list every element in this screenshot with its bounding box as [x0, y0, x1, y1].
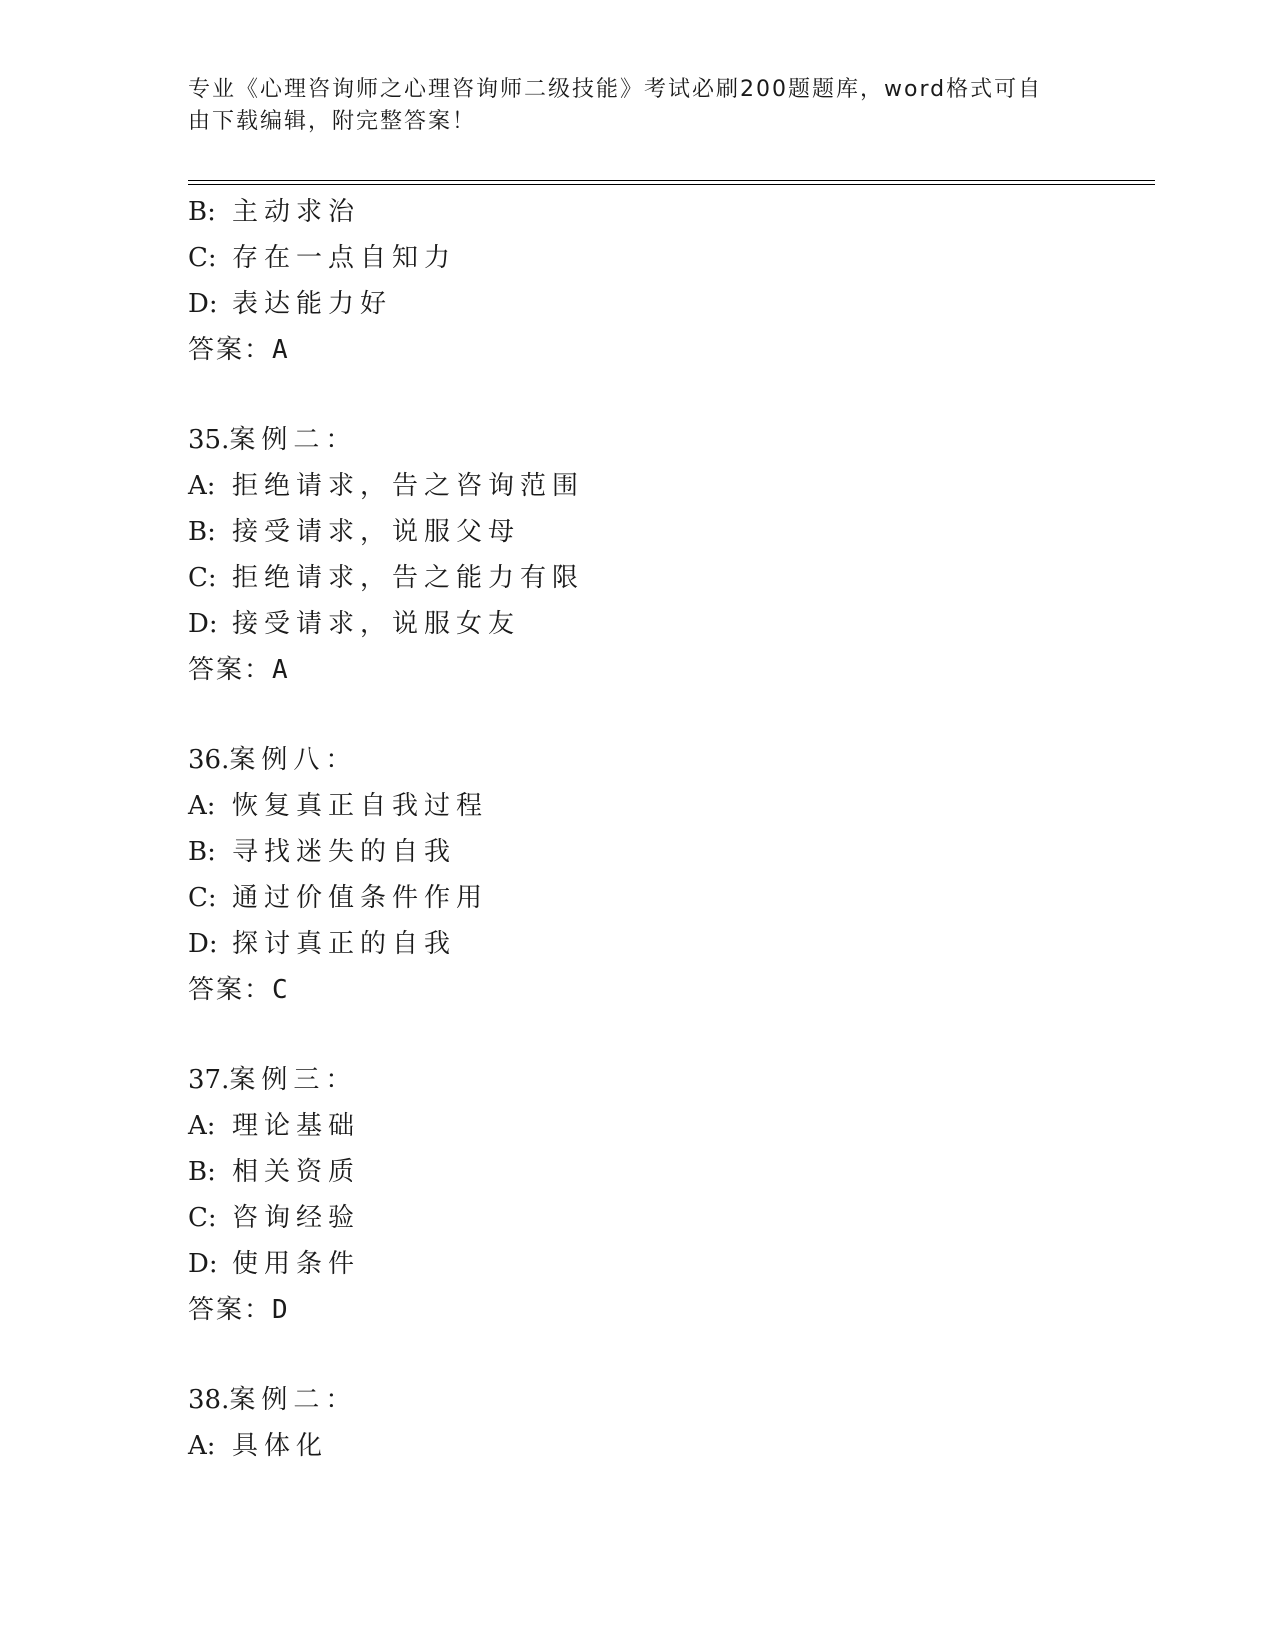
answer-label: 答案：	[188, 1295, 273, 1325]
option-label: C:	[188, 1203, 217, 1233]
option-a	[188, 1423, 1148, 1469]
option-label: A:	[188, 1431, 216, 1461]
option-text: 相关资质	[232, 1157, 361, 1187]
question-number: 35.	[188, 425, 230, 455]
answer-label: 答案：	[188, 655, 273, 685]
option-b	[188, 1149, 1148, 1195]
option-d	[188, 281, 1148, 327]
option-c	[188, 1195, 1148, 1241]
option-text: 拒绝请求，告之能力有限	[232, 563, 585, 593]
answer-value: A	[272, 335, 288, 365]
question-block-34	[188, 189, 1148, 373]
option-a	[188, 1103, 1148, 1149]
option-text: 恢复真正自我过程	[232, 791, 489, 821]
option-label: A:	[188, 471, 216, 501]
option-b	[188, 829, 1148, 875]
question-list	[188, 189, 1148, 1469]
option-c	[188, 875, 1148, 921]
header-line-1: 专业《心理咨询师之心理咨询师二级技能》考试必刷200题题库，word格式可自	[188, 77, 1043, 102]
question-title	[188, 417, 1148, 463]
option-label: A:	[188, 1111, 216, 1141]
question-block-36	[188, 737, 1148, 1013]
block-gap	[188, 1333, 1148, 1377]
option-text: 使用条件	[232, 1249, 361, 1279]
option-label: A:	[188, 791, 216, 821]
option-label: B:	[188, 1157, 216, 1187]
answer-line	[188, 1287, 1148, 1333]
option-text: 存在一点自知力	[232, 243, 457, 273]
option-d	[188, 1241, 1148, 1287]
document-header	[188, 74, 1088, 138]
answer-line	[188, 967, 1148, 1013]
option-d	[188, 921, 1148, 967]
answer-value: D	[272, 1295, 288, 1325]
header-line-2: 由下载编辑，附完整答案！	[188, 109, 477, 134]
option-label: D:	[188, 1249, 218, 1279]
option-text: 接受请求，说服父母	[232, 517, 521, 547]
option-label: D:	[188, 609, 218, 639]
question-title	[188, 1377, 1148, 1423]
option-label: D:	[188, 929, 218, 959]
question-text: 案例三：	[229, 1065, 358, 1095]
option-text: 表达能力好	[232, 289, 393, 319]
header-rule-bottom	[188, 184, 1155, 185]
answer-line	[188, 647, 1148, 693]
question-text: 案例二：	[229, 425, 358, 455]
option-label: B:	[188, 837, 216, 867]
option-b	[188, 189, 1148, 235]
question-number: 36.	[188, 745, 230, 775]
option-d	[188, 601, 1148, 647]
option-text: 理论基础	[232, 1111, 361, 1141]
option-label: B:	[188, 197, 216, 227]
question-block-38	[188, 1377, 1148, 1469]
question-title	[188, 737, 1148, 783]
option-text: 寻找迷失的自我	[232, 837, 457, 867]
block-gap	[188, 373, 1148, 417]
option-label: B:	[188, 517, 216, 547]
option-a	[188, 463, 1148, 509]
question-number: 37.	[188, 1065, 230, 1095]
option-label: C:	[188, 563, 217, 593]
option-text: 咨询经验	[232, 1203, 361, 1233]
option-c	[188, 235, 1148, 281]
option-text: 拒绝请求，告之咨询范围	[232, 471, 585, 501]
question-text: 案例八：	[229, 745, 358, 775]
option-text: 探讨真正的自我	[232, 929, 457, 959]
header-rule-top	[188, 180, 1155, 181]
answer-label: 答案：	[188, 335, 273, 365]
question-block-35	[188, 417, 1148, 693]
question-block-37	[188, 1057, 1148, 1333]
question-text: 案例二：	[229, 1385, 358, 1415]
answer-label: 答案：	[188, 975, 273, 1005]
option-text: 具体化	[232, 1431, 329, 1461]
option-c	[188, 555, 1148, 601]
option-text: 主动求治	[232, 197, 361, 227]
question-title	[188, 1057, 1148, 1103]
option-text: 接受请求，说服女友	[232, 609, 521, 639]
option-b	[188, 509, 1148, 555]
option-text: 通过价值条件作用	[232, 883, 489, 913]
block-gap	[188, 1013, 1148, 1057]
answer-line	[188, 327, 1148, 373]
question-number: 38.	[188, 1385, 230, 1415]
answer-value: A	[272, 655, 288, 685]
option-label: C:	[188, 883, 217, 913]
block-gap	[188, 693, 1148, 737]
answer-value: C	[272, 975, 288, 1005]
option-label: D:	[188, 289, 218, 319]
option-a	[188, 783, 1148, 829]
option-label: C:	[188, 243, 217, 273]
